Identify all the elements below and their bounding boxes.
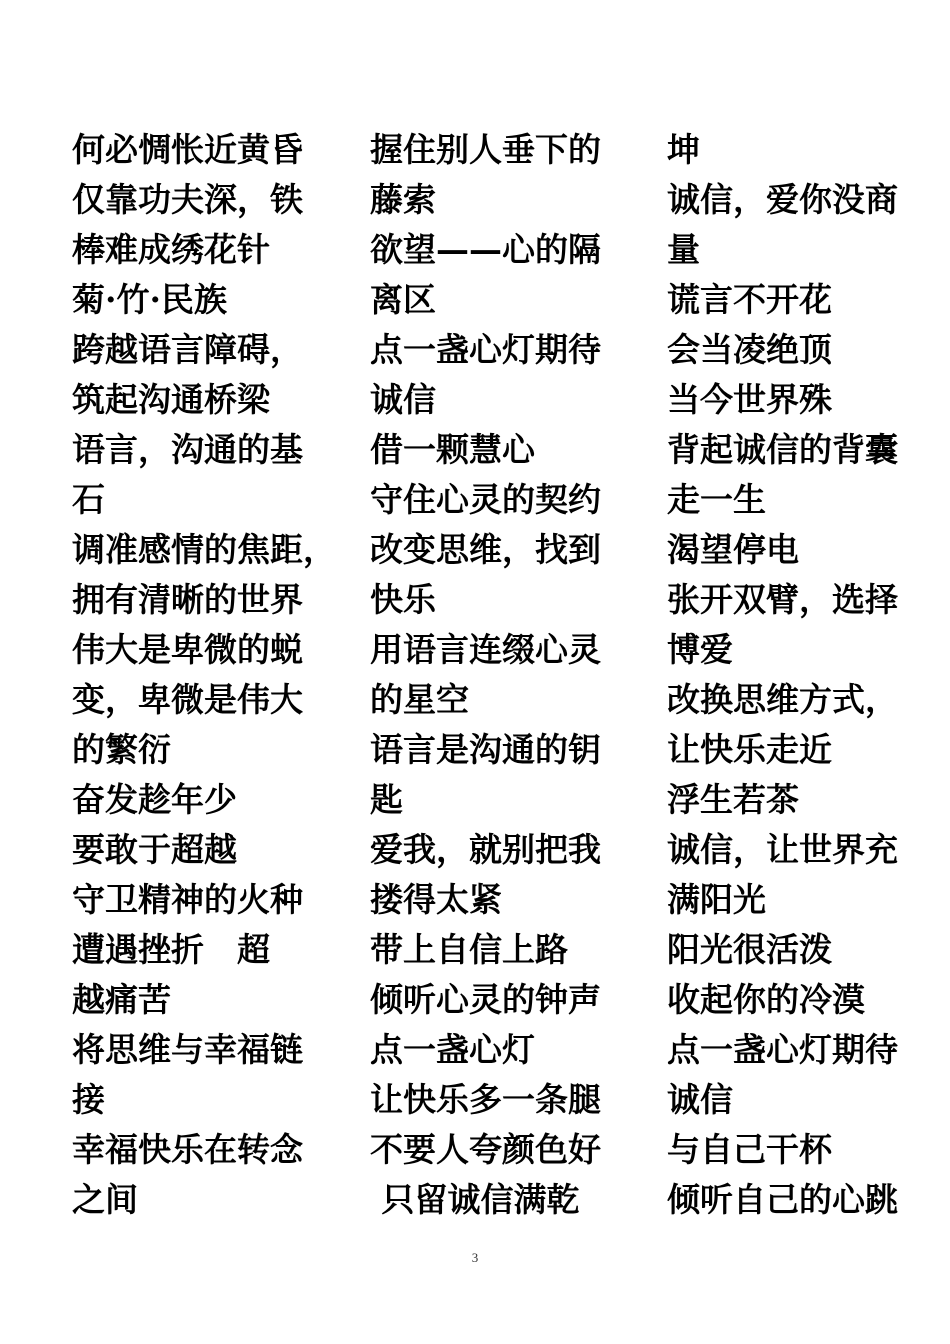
text-line: 诚信 [370,380,436,419]
text-line: 走一生 [667,480,766,519]
text-line: 菊·竹·民族 [72,280,227,319]
text-line: 石 [72,480,105,519]
text-line: 谎言不开花 [667,280,832,319]
text-line: 只留诚信满乾 [370,1180,580,1219]
text-line: 会当凌绝顶 [667,330,832,369]
text-line: 欲望——心的隔 [370,230,601,269]
text-line: 快乐 [370,580,436,619]
text-line: 改变思维，找到 [370,530,601,569]
text-line: 筑起沟通桥梁 [72,380,270,419]
text-line: 背起诚信的背囊 [667,430,898,469]
text-line: 跨越语言障碍， [72,330,303,369]
text-line: 藤索 [370,180,436,219]
text-line: 语言是沟通的钥 [370,730,601,769]
text-line: 坤 [667,130,700,169]
text-line: 仅靠功夫深，铁 [72,180,303,219]
text-line: 点一盏心灯期待 [370,330,601,369]
text-line: 爱我，就别把我 [370,830,601,869]
text-line: 匙 [370,780,403,819]
text-line: 让快乐多一条腿 [370,1080,601,1119]
text-line: 当今世界殊 [667,380,832,419]
text-line: 之间 [72,1180,138,1219]
text-line: 伟大是卑微的蜕 [72,630,303,669]
text-line: 遭遇挫折 超 [72,930,270,969]
text-line: 调准感情的焦距， [72,530,336,569]
text-line: 倾听自己的心跳 [667,1180,898,1219]
text-line: 张开双臂，选择 [667,580,898,619]
text-line: 要敢于超越 [72,830,237,869]
text-line: 浮生若茶 [667,780,799,819]
text-line: 棒难成绣花针 [72,230,270,269]
text-line: 何必惆怅近黄昏 [72,130,303,169]
text-line: 诚信，爱你没商 [667,180,898,219]
text-line: 满阳光 [667,880,766,919]
text-line: 的繁衍 [72,730,171,769]
text-line: 诚信，让世界充 [667,830,898,869]
text-line: 改换思维方式， [667,680,898,719]
text-line: 收起你的冷漠 [667,980,865,1019]
text-line: 幸福快乐在转念 [72,1130,303,1169]
text-line: 拥有清晰的世界 [72,580,303,619]
text-line: 带上自信上路 [370,930,568,969]
text-line: 离区 [370,280,436,319]
page-number: 3 [471,1250,479,1265]
text-line: 点一盏心灯 [370,1030,535,1069]
text-line: 语言，沟通的基 [72,430,303,469]
text-line: 渴望停电 [667,530,799,569]
text-line: 诚信 [667,1080,733,1119]
text-line: 变，卑微是伟大 [72,680,303,719]
text-line: 守卫精神的火种 [72,880,303,919]
text-line: 不要人夸颜色好 [370,1130,601,1169]
text-line: 阳光很活泼 [667,930,832,969]
text-line: 奋发趁年少 [72,780,237,819]
text-line: 倾听心灵的钟声 [370,980,601,1019]
text-line: 守住心灵的契约 [370,480,601,519]
text-line: 握住别人垂下的 [370,130,601,169]
text-line: 量 [667,230,700,269]
text-line: 越痛苦 [72,980,171,1019]
text-line: 让快乐走近 [667,730,832,769]
text-line: 点一盏心灯期待 [667,1030,898,1069]
text-column-2 [370,125,645,1225]
text-line: 用语言连缀心灵 [370,630,601,669]
text-line: 借一颗慧心 [370,430,535,469]
text-column-3 [667,125,942,1225]
text-line: 搂得太紧 [370,880,502,919]
text-line: 的星空 [370,680,469,719]
text-line: 将思维与幸福链 [72,1030,303,1069]
text-column-1 [72,125,347,1225]
text-line: 博爱 [667,630,733,669]
text-line: 接 [72,1080,105,1119]
text-line: 与自己干杯 [667,1130,832,1169]
